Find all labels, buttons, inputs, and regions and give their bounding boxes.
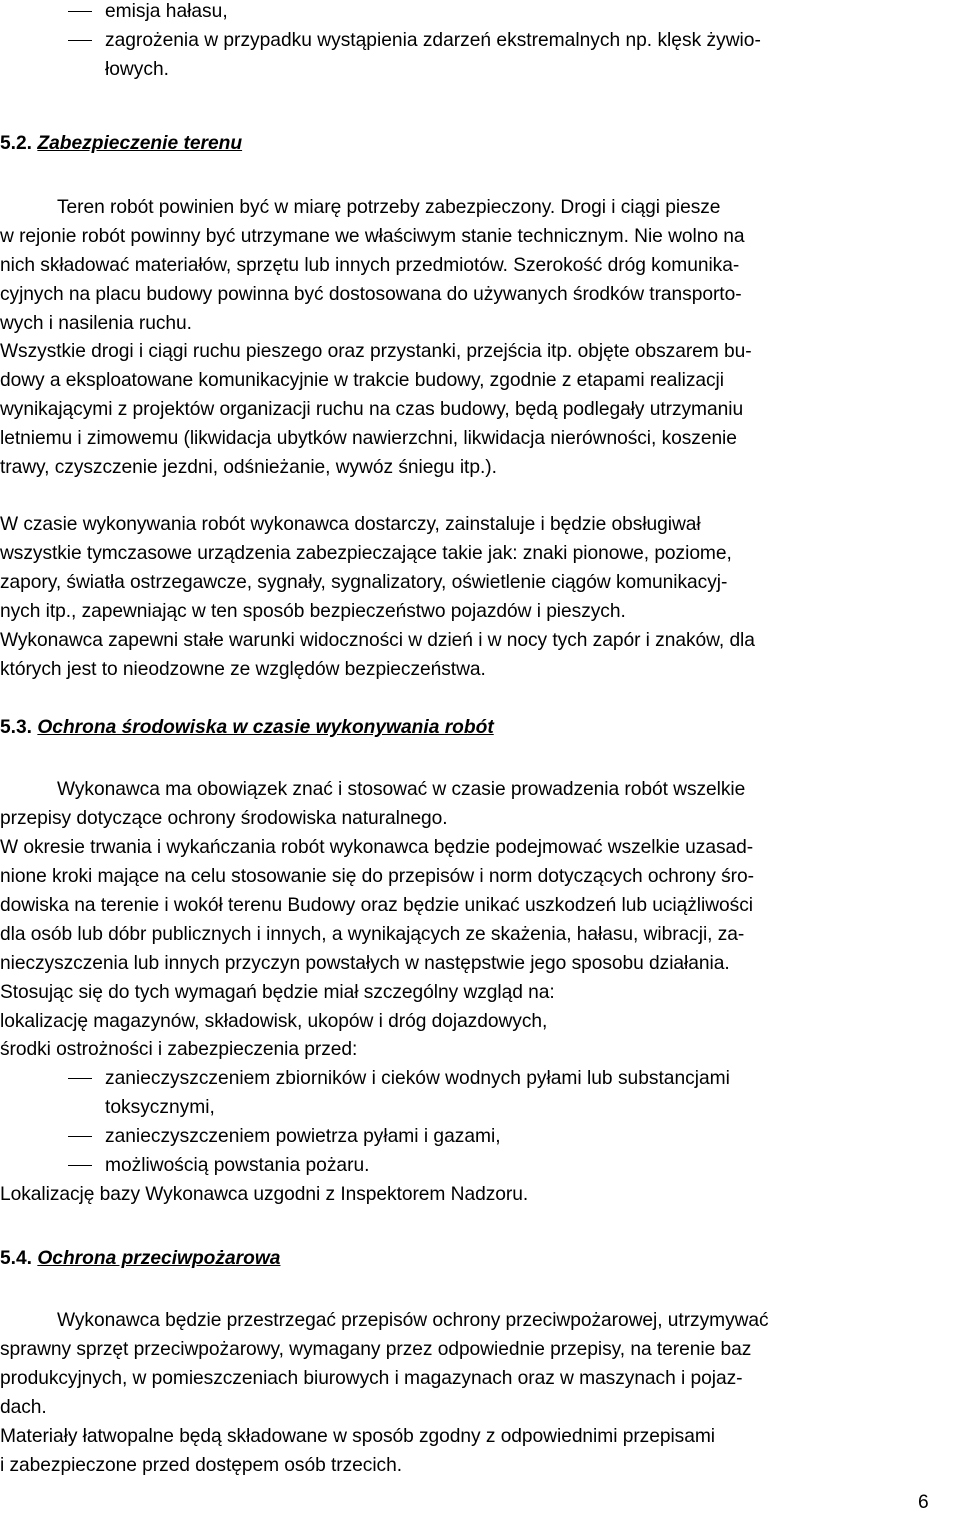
list-item-text: emisja hałasu, (105, 1, 228, 22)
paragraph-line: dowy a eksploatowane komunikacyjnie w trakcie budowy, zgodnie z etapami realizacji (0, 370, 724, 391)
section-title: Zabezpieczenie terenu (37, 133, 243, 154)
section-number: 5.3. (0, 717, 33, 738)
paragraph-line: W czasie wykonywania robót wykonawca dostarczy, zainstaluje i będzie obsługiwał (0, 514, 701, 535)
list-item (0, 1125, 960, 1149)
paragraph-line: środki ostrożności i zabezpieczenia przed: (0, 1039, 358, 1060)
section-number: 5.2. (0, 133, 33, 154)
paragraph-line: letniemu i zimowemu (likwidacja ubytków nawierzchni, likwidacja nierówności, koszenie (0, 428, 737, 449)
paragraph-line: W okresie trwania i wykańczania robót wykonawca będzie podejmować wszelkie uzasad- (0, 837, 754, 858)
list-item-text: toksycznymi, (105, 1097, 215, 1118)
paragraph-line: i zabezpieczone przed dostępem osób trzecich. (0, 1455, 402, 1476)
list-item-text: zanieczyszczeniem powietrza pyłami i gazami, (105, 1126, 501, 1147)
paragraph-line: zapory, światła ostrzegawcze, sygnały, sygnalizatory, oświetlenie ciągów komunikacyj- (0, 572, 728, 593)
dash-bullet-icon (68, 1165, 92, 1166)
list-item (0, 1067, 960, 1091)
dash-bullet-icon (68, 1136, 92, 1137)
paragraph-line: trawy, czyszczenie jezdni, odśnieżanie, wywóz śniegu itp.). (0, 457, 497, 478)
paragraph-line: Materiały łatwopalne będą składowane w sposób zgodny z odpowiednimi przepisami (0, 1426, 715, 1447)
paragraph-line: wszystkie tymczasowe urządzenia zabezpieczające takie jak: znaki pionowe, poziome, (0, 543, 732, 564)
list-item-text: zanieczyszczeniem zbiorników i cieków wodnych pyłami lub substancjami (105, 1068, 730, 1089)
section-heading (0, 132, 242, 156)
paragraph-line: Wykonawca będzie przestrzegać przepisów ochrony przeciwpożarowej, utrzymywać (57, 1310, 769, 1331)
paragraph-line: nych itp., zapewniając w ten sposób bezpieczeństwo pojazdów i pieszych. (0, 601, 626, 622)
paragraph-line: Stosując się do tych wymagań będzie miał szczególny wzgląd na: (0, 982, 555, 1003)
list-item (0, 0, 960, 24)
paragraph-line: Teren robót powinien być w miarę potrzeby zabezpieczony. Drogi i ciągi piesze (57, 197, 721, 218)
paragraph-line: których jest to nieodzowne ze względów bezpieczeństwa. (0, 659, 486, 680)
paragraph-line: sprawny sprzęt przeciwpożarowy, wymagany przez odpowiednie przepisy, na terenie baz (0, 1339, 752, 1360)
paragraph-line: Wykonawca zapewni stałe warunki widoczności w dzień i w nocy tych zapór i znaków, dla (0, 630, 755, 651)
paragraph-line: lokalizację magazynów, składowisk, ukopów i dróg dojazdowych, (0, 1011, 548, 1032)
paragraph-line: nione kroki mające na celu stosowanie się do przepisów i norm dotyczących ochrony śro- (0, 866, 754, 887)
section-heading (0, 1247, 280, 1271)
page-number: 6 (918, 1492, 929, 1513)
section-title: Ochrona przeciwpożarowa (37, 1248, 281, 1269)
paragraph-line: przepisy dotyczące ochrony środowiska naturalnego. (0, 808, 448, 829)
list-item-text: łowych. (105, 59, 169, 80)
paragraph-line: Wykonawca ma obowiązek znać i stosować w czasie prowadzenia robót wszelkie (57, 779, 746, 800)
paragraph-line: w rejonie robót powinny być utrzymane we właściwym stanie technicznym. Nie wolno na (0, 226, 745, 247)
section-heading (0, 716, 494, 740)
paragraph-line: wych i nasilenia ruchu. (0, 313, 192, 334)
dash-bullet-icon (68, 1078, 92, 1079)
paragraph-line: Wszystkie drogi i ciągi ruchu pieszego oraz przystanki, przejścia itp. objęte obszarem bu- (0, 341, 752, 362)
paragraph-line: nieczyszczenia lub innych przyczyn powstałych w następstwie jego sposobu działania. (0, 953, 730, 974)
paragraph-line: produkcyjnych, w pomieszczeniach biurowych i magazynach oraz w maszynach i pojaz- (0, 1368, 743, 1389)
paragraph-line: dowiska na terenie i wokół terenu Budowy oraz będzie unikać uszkodzeń lub uciążliwości (0, 895, 753, 916)
paragraph-line: wynikającymi z projektów organizacji ruchu na czas budowy, będą podlegały utrzymaniu (0, 399, 744, 420)
list-item (0, 1154, 960, 1178)
list-item-continuation (0, 1096, 960, 1120)
list-item (0, 29, 960, 53)
dash-bullet-icon (68, 40, 92, 41)
list-item-continuation (0, 58, 960, 82)
paragraph-line: dla osób lub dóbr publicznych i innych, a wynikających ze skażenia, hałasu, wibracji, za- (0, 924, 745, 945)
dash-bullet-icon (68, 11, 92, 12)
section-number: 5.4. (0, 1248, 33, 1269)
list-item-text: możliwością powstania pożaru. (105, 1155, 370, 1176)
paragraph-line: cyjnych na placu budowy powinna być dostosowana do używanych środków transporto- (0, 284, 742, 305)
paragraph-line: Lokalizację bazy Wykonawca uzgodni z Inspektorem Nadzoru. (0, 1184, 529, 1205)
paragraph-line: nich składować materiałów, sprzętu lub innych przedmiotów. Szerokość dróg komunika- (0, 255, 740, 276)
list-item-text: zagrożenia w przypadku wystąpienia zdarzeń ekstremalnych np. klęsk żywio- (105, 30, 761, 51)
section-title: Ochrona środowiska w czasie wykonywania robót (37, 717, 494, 738)
paragraph-line: dach. (0, 1397, 47, 1418)
